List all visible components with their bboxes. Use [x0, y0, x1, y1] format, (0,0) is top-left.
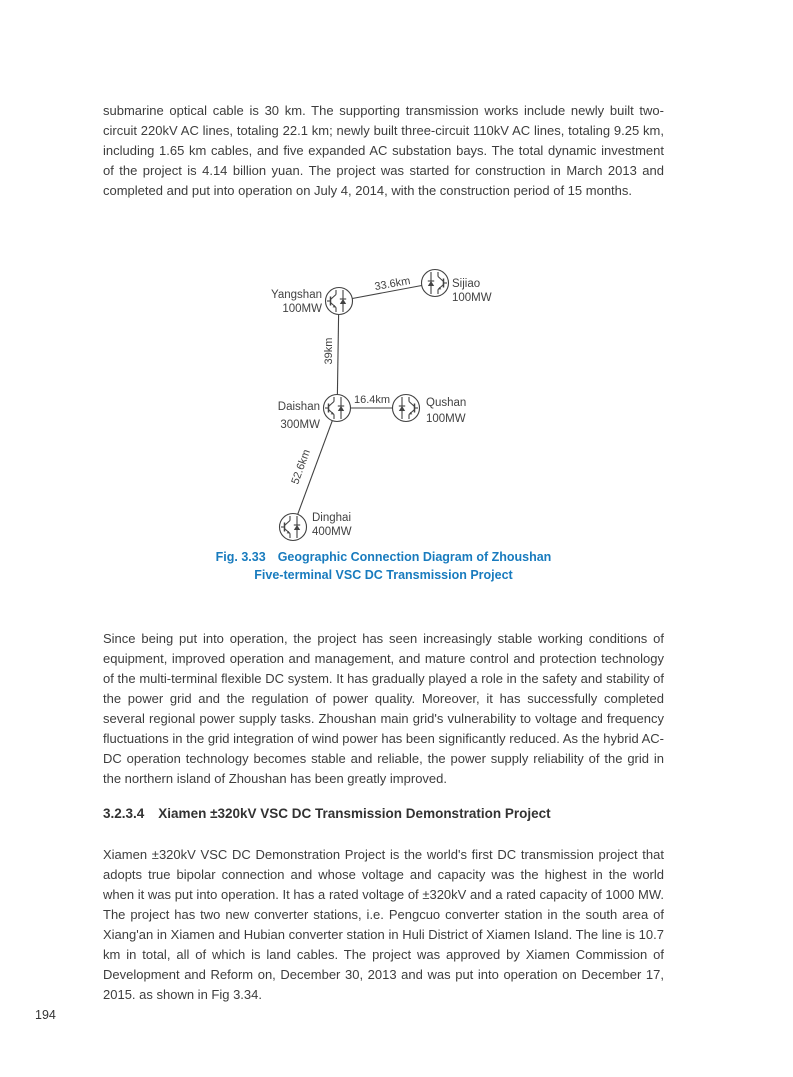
figure-caption-number: Fig. 3.33: [215, 550, 266, 564]
paragraph-3: Xiamen ±320kV VSC DC Demonstration Project is the world's first DC transmission project that adopts true bipolar connection and whose voltage and capacity was the highest in the world when it was put into operation. It has a rated voltage of ±320kV and a rated capacity of 1000 MW. The project has two new converter stations, i.e. Pengcuo converter station in the south area of Xiang'an in Xiamen and Hubian converter station in Huli District of Xiamen Island. The line is 10.7 km in total, all of which is land cables. The project was approved by Xiamen Commission of Development and Reform on, December 30, 2013 and was put into operation on December 17, 2015. as shown in Fig 3.34.: [103, 847, 664, 1002]
line-yangshan-daishan: [337, 315, 338, 395]
station-sijiao: [422, 270, 449, 297]
station-name-label: Daishan: [277, 401, 320, 413]
section-heading: [103, 806, 664, 821]
figure-caption: [103, 548, 664, 584]
station-capacity-label: 300MW: [280, 419, 320, 431]
figure-caption-title-line2: Five-terminal VSC DC Transmission Project: [254, 568, 513, 582]
station-daishan: [324, 395, 351, 422]
station-capacity-label: 100MW: [452, 292, 492, 304]
station-yangshan: [326, 288, 353, 315]
station-capacity-label: 100MW: [282, 303, 322, 315]
station-name-label: Yangshan: [271, 289, 322, 301]
figure-caption-line1: [103, 548, 664, 566]
station-name-label: Sijiao: [452, 278, 481, 290]
distance-label-daishan-dinghai: 52.6km: [289, 447, 313, 486]
distance-label-daishan-qushan: 16.4km: [353, 394, 391, 406]
distance-label-yangshan-daishan: 39km: [323, 337, 335, 365]
station-dinghai: [280, 514, 307, 541]
section-title: Xiamen ±320kV VSC DC Transmission Demonstration Project: [158, 806, 551, 821]
distance-label-yangshan-sijiao: 33.6km: [373, 275, 412, 294]
section-number: 3.2.3.4: [103, 806, 145, 821]
station-capacity-label: 100MW: [426, 413, 466, 425]
station-name-label: Dinghai: [312, 512, 351, 524]
paragraph-2: Since being put into operation, the project has seen increasingly stable working conditions of equipment, improved operation and management, and mature control and protection technology of the multi-terminal flexible DC system. It has gradually played a role in the safety and stability of the power grid and the regulation of power quality. Moreover, it has successfully completed several regional power supply tasks. Zhoushan main grid's vulnerability to voltage and frequency fluctuations in the grid integration of wind power has been significantly reduced. As the hybrid AC-DC operation technology becomes stable and reliable, the power supply reliability of the grid in the northern island of Zhoushan has been greatly improved.: [103, 631, 664, 786]
station-qushan: [393, 395, 420, 422]
figure-caption-title-line1: Geographic Connection Diagram of Zhoushan: [277, 550, 552, 564]
station-capacity-label: 400MW: [312, 526, 352, 538]
page-number: 194: [35, 1008, 56, 1022]
figure-diagram-zhoushan-network: [248, 254, 538, 554]
station-name-label: Qushan: [426, 397, 467, 409]
paragraph-1: submarine optical cable is 30 km. The supporting transmission works include newly built two-circuit 220kV AC lines, totaling 22.1 km; newly built three-circuit 110kV AC lines, totaling 9.25 km, including 1.65 km cables, and five expanded AC substation bays. The total dynamic investment of the project is 4.14 billion yuan. The project was started for construction in March 2013 and completed and put into operation on July 4, 2014, with the construction period of 15 months.: [103, 103, 664, 198]
